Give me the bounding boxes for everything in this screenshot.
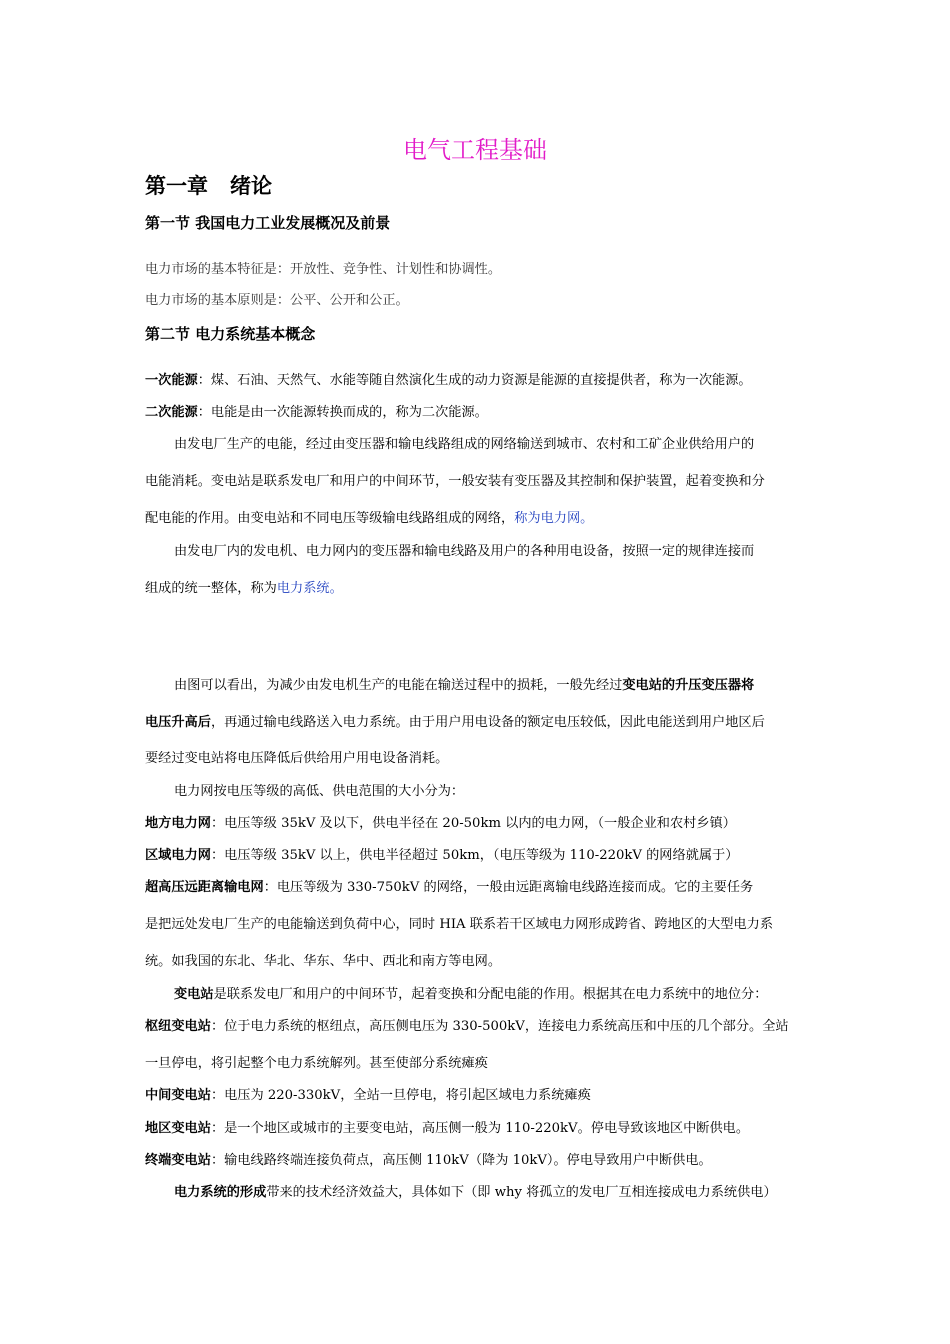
paragraph-market-principles: 电力市场的基本原则是：公平、公开和公正。 <box>145 293 409 308</box>
highlight-power-system: 电力系统。 <box>276 581 343 596</box>
term-text: ：电压等级为 330-750kV 的网络，一般由远距离输电线路连接而成。它的主要任务 <box>263 880 754 895</box>
paragraph-figure-line-1 <box>174 677 754 695</box>
term-label: 地方电力网 <box>145 816 211 831</box>
term-label: 变电站 <box>174 987 214 1002</box>
definition-uhv-grid-line-1 <box>145 879 753 897</box>
document-title: 电气工程基础 <box>403 136 547 164</box>
term-text: ：电压等级 35kV 以上，供电半径超过 50km，（电压等级为 110-220kV 的网络就属于） <box>210 848 739 863</box>
definition-area-substation <box>145 1120 749 1138</box>
bold-segment: 变电站的升压变压器将 <box>622 678 755 693</box>
chapter-number: 第一章 <box>145 174 208 198</box>
section-1-heading: 第一节 我国电力工业发展概况及前景 <box>145 214 391 232</box>
text-segment: 组成的统一整体，称为 <box>145 581 277 596</box>
term-label: 二次能源 <box>145 405 198 420</box>
chapter-heading <box>145 173 272 199</box>
text-segment: ，再通过输电线路送入电力系统。由于用户用电设备的额定电压较低，因此电能送到用户地区后 <box>210 715 765 730</box>
term-text: ：位于电力系统的枢纽点，高压侧电压为 330-500kV，连接电力系统高压和中压的几个部分。全站 <box>210 1019 789 1034</box>
definition-primary-energy <box>145 372 752 390</box>
text-segment: 由图可以看出，为减少由发电机生产的电能在输送过程中的损耗，一般先经过 <box>174 678 623 693</box>
term-label: 地区变电站 <box>145 1121 211 1136</box>
term-label: 一次能源 <box>145 373 198 388</box>
chapter-name: 绪论 <box>230 174 272 198</box>
section-2-heading: 第二节 电力系统基本概念 <box>145 325 316 343</box>
paragraph-system-formation <box>174 1184 777 1202</box>
definition-local-grid <box>145 815 736 833</box>
paragraph-substation-intro <box>174 986 767 1004</box>
term-label: 终端变电站 <box>145 1153 211 1168</box>
paragraph-grid-line-3 <box>145 510 593 528</box>
definition-hub-substation-line-2: 一旦停电，将引起整个电力系统解列。甚至使部分系统瘫痪 <box>145 1056 488 1071</box>
definition-secondary-energy <box>145 404 488 422</box>
term-label: 超高压远距离输电网 <box>145 880 264 895</box>
term-label: 枢纽变电站 <box>145 1019 211 1034</box>
term-label: 中间变电站 <box>145 1088 211 1103</box>
paragraph-figure-line-2 <box>145 714 765 732</box>
term-text: ：输电线路终端连接负荷点，高压侧 110kV（降为 10kV）。停电导致用户中断供电。 <box>210 1153 712 1168</box>
definition-terminal-substation <box>145 1152 712 1170</box>
definition-regional-grid <box>145 847 738 865</box>
term-text: ：煤、石油、天然气、水能等随自然演化生成的动力资源是能源的直接提供者，称为一次能源。 <box>197 373 752 388</box>
paragraph-figure-line-3: 要经过变电站将电压降低后供给用户用电设备消耗。 <box>145 751 449 766</box>
term-text: 带来的技术经济效益大，具体如下（即 why 将孤立的发电厂互相连接成电力系统供电） <box>266 1185 777 1200</box>
term-text: ：是一个地区或城市的主要变电站，高压侧一般为 110-220kV。停电导致该地区中断供电。 <box>210 1121 750 1136</box>
term-text: ：电压等级 35kV 及以下，供电半径在 20-50km 以内的电力网，（一般企业和农村乡镇） <box>210 816 736 831</box>
paragraph-system-line-1: 由发电厂内的发电机、电力网内的变压器和输电线路及用户的各种用电设备，按照一定的规律连接而 <box>174 544 755 559</box>
paragraph-grid-line-1: 由发电厂生产的电能，经过由变压器和输电线路组成的网络输送到城市、农村和工矿企业供给用户的 <box>174 437 755 452</box>
paragraph-system-line-2 <box>145 580 343 598</box>
paragraph-grid-line-2: 电能消耗。变电站是联系发电厂和用户的中间环节，一般安装有变压器及其控制和保护装置，起着变换和分 <box>145 474 765 489</box>
definition-hub-substation-line-1 <box>145 1018 789 1036</box>
text-segment: 配电能的作用。由变电站和不同电压等级输电线路组成的网络， <box>145 511 515 526</box>
term-label: 电力系统的形成 <box>174 1185 267 1200</box>
highlight-power-network: 称为电力网。 <box>514 511 594 526</box>
paragraph-market-features: 电力市场的基本特征是：开放性、竞争性、计划性和协调性。 <box>145 262 502 277</box>
paragraph-grade-intro: 电力网按电压等级的高低、供电范围的大小分为： <box>174 784 465 799</box>
definition-uhv-grid-line-3: 统。如我国的东北、华北、华东、华中、西北和南方等电网。 <box>145 954 502 969</box>
term-label: 区域电力网 <box>145 848 211 863</box>
term-text: ：电压为 220-330kV，全站一旦停电，将引起区域电力系统瘫痪 <box>210 1088 591 1103</box>
definition-uhv-grid-line-2: 是把远处发电厂生产的电能输送到负荷中心，同时 HIA 联系若干区域电力网形成跨省、跨地区的大型电力系 <box>145 917 774 932</box>
definition-intermediate-substation <box>145 1087 591 1105</box>
bold-segment: 电压升高后 <box>145 715 211 730</box>
term-text: ：电能是由一次能源转换而成的，称为二次能源。 <box>197 405 488 420</box>
term-text: 是联系发电厂和用户的中间环节，起着变换和分配电能的作用。根据其在电力系统中的地位分： <box>213 987 768 1002</box>
